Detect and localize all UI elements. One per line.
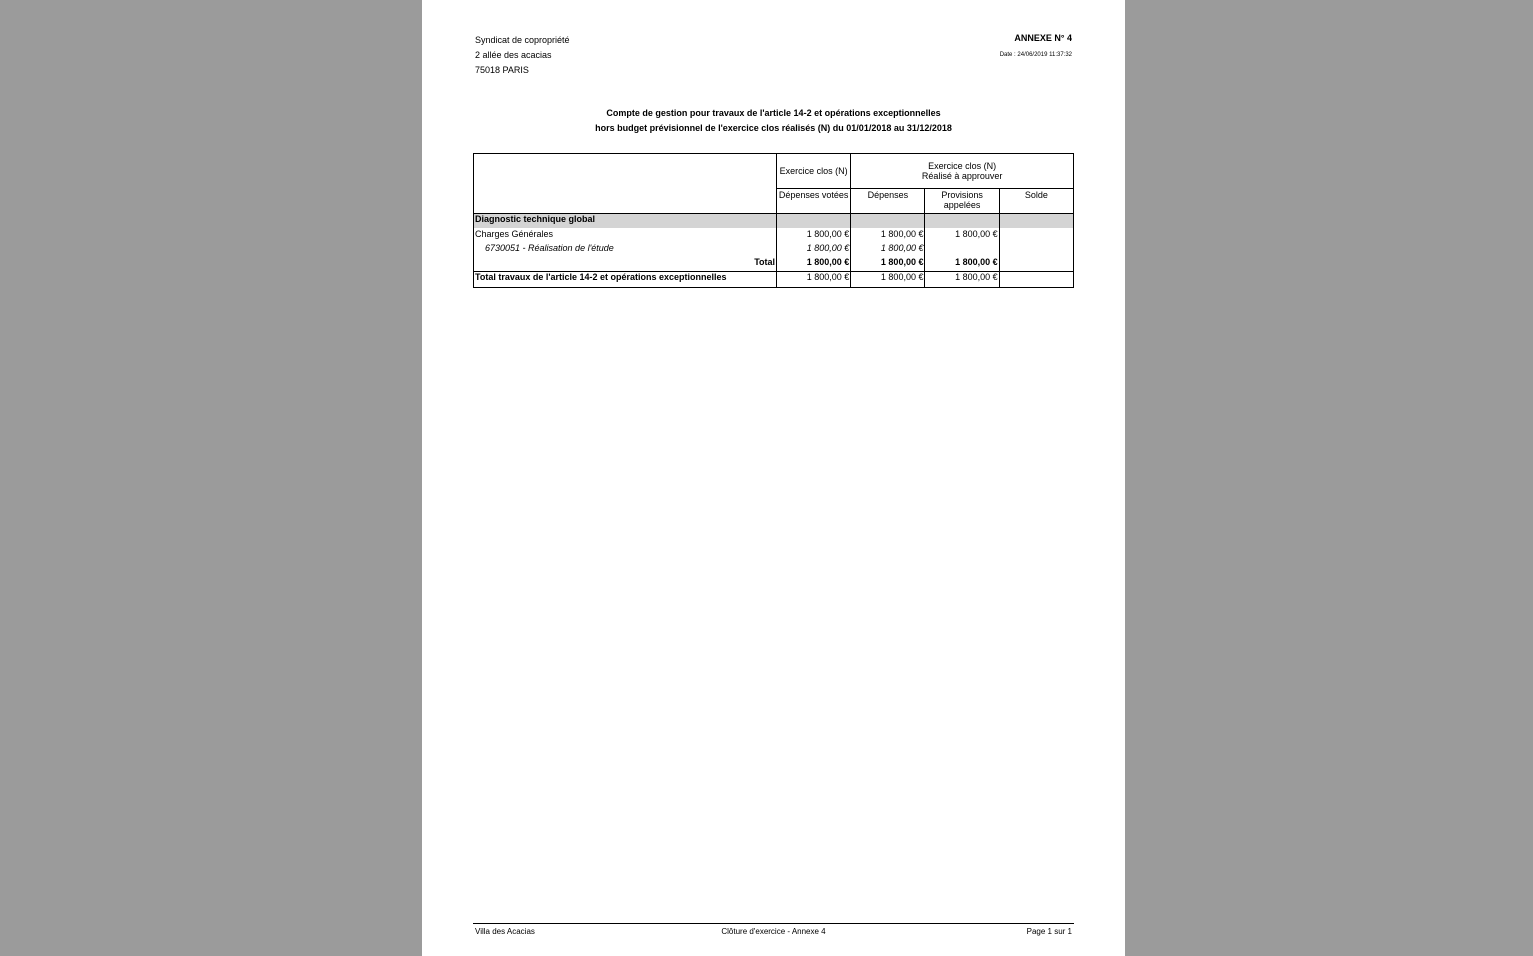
charges-depenses-votees: 1 800,00 € — [777, 228, 851, 243]
document-title-line-1: Compte de gestion pour travaux de l'article 14-2 et opérations exceptionnelles — [606, 108, 941, 118]
group-cell — [999, 214, 1073, 229]
footer-divider — [473, 923, 1074, 924]
grand-total-solde — [999, 272, 1073, 288]
header-empty-cell — [474, 189, 777, 214]
subtotal-depenses: 1 800,00 € — [851, 257, 925, 272]
table-row-subtotal — [474, 257, 1074, 272]
column-header-provisions-line-1: Provisions — [941, 190, 983, 200]
sender-line: 75018 PARIS — [475, 65, 529, 75]
grand-total-label: Total travaux de l'article 14-2 et opérations exceptionnelles — [474, 272, 777, 288]
footer-document-name: Clôture d'exercice - Annexe 4 — [721, 927, 826, 936]
header-empty-cell — [474, 154, 777, 189]
subtotal-label: Total — [474, 257, 777, 272]
column-header-provisions-line-2: appelées — [943, 200, 981, 210]
group-cell — [851, 214, 925, 229]
group-cell — [925, 214, 999, 229]
charges-depenses: 1 800,00 € — [851, 228, 925, 243]
table-row-group — [474, 214, 1074, 229]
group-cell — [777, 214, 851, 229]
accounts-table — [473, 153, 1074, 288]
header-realise-group — [851, 154, 1074, 189]
print-date: Date : 24/06/2019 11:37:32 — [999, 52, 1072, 58]
detail-label: 6730051 - Réalisation de l'étude — [474, 243, 777, 257]
footer-residence-name: Villa des Acacias — [475, 927, 535, 936]
table-row-charges — [474, 228, 1074, 243]
subtotal-solde — [999, 257, 1073, 272]
table-header-row-columns — [474, 189, 1074, 214]
sender-address — [475, 33, 570, 78]
detail-solde — [999, 243, 1073, 257]
group-label: Diagnostic technique global — [474, 214, 777, 229]
table-row-grand-total — [474, 272, 1074, 288]
header-exercice-clos: Exercice clos (N) — [777, 154, 851, 189]
grand-total-depenses: 1 800,00 € — [851, 272, 925, 288]
footer-page-number: Page 1 sur 1 — [1026, 927, 1072, 936]
detail-depenses-votees: 1 800,00 € — [777, 243, 851, 257]
grand-total-provisions: 1 800,00 € — [925, 272, 999, 288]
subtotal-provisions: 1 800,00 € — [925, 257, 999, 272]
document-page — [422, 0, 1125, 956]
sender-line: 2 allée des acacias — [475, 50, 552, 60]
table-row-detail — [474, 243, 1074, 257]
detail-provisions — [925, 243, 999, 257]
detail-depenses: 1 800,00 € — [851, 243, 925, 257]
column-header-depenses: Dépenses — [851, 189, 925, 214]
document-title-line-2: hors budget prévisionnel de l'exercice clos réalisés (N) du 01/01/2018 au 31/12/2018 — [595, 123, 952, 133]
grand-total-depenses-votees: 1 800,00 € — [777, 272, 851, 288]
charges-provisions: 1 800,00 € — [925, 228, 999, 243]
header-realise-line-2: Réalisé à approuver — [921, 171, 1003, 181]
annex-title: ANNEXE N° 4 — [1014, 33, 1072, 43]
header-realise-line-1: Exercice clos (N) — [928, 161, 997, 171]
subtotal-depenses-votees: 1 800,00 € — [777, 257, 851, 272]
document-title — [422, 106, 1125, 136]
charges-label: Charges Générales — [474, 228, 777, 243]
sender-line: Syndicat de copropriété — [475, 35, 570, 45]
column-header-depenses-votees: Dépenses votées — [777, 189, 851, 214]
table-header-row-top — [474, 154, 1074, 189]
column-header-provisions — [925, 189, 999, 214]
charges-solde — [999, 228, 1073, 243]
column-header-solde: Solde — [999, 189, 1073, 214]
